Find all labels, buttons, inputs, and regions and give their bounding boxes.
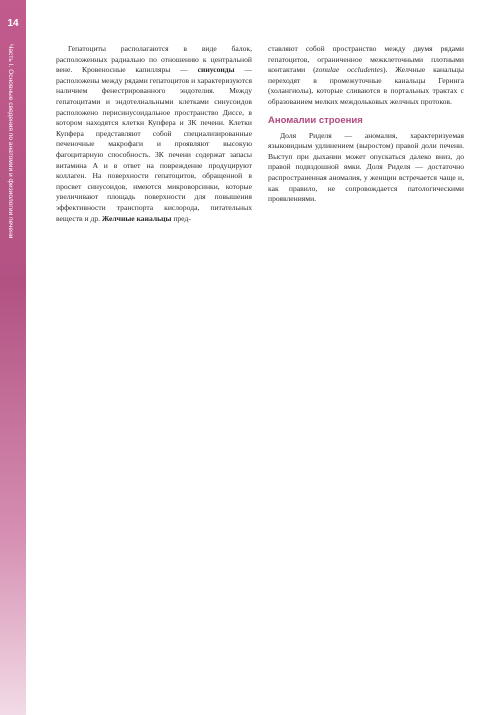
right-column <box>268 44 464 205</box>
text-segment: — расположены между рядами гепатоцитов и характеризуются наличием фенестрированного эндотелия. Между гепатоцитами и эндотелиальными клетками синусоидов расположено перисинусоидальное пространство Диссе, в котором находятся клетки Купфера и ЗК печени. Клетки Купфера представляют собой специализированные печеночные макрофаги и проявляют высокую фагоцитарную способность. ЗК печени содержат запасы витамина A и в ответ на повреждение продуцируют коллаген. На поверхности гепатоцитов, обращенной в просвет синусоидов, имеются микроворсинки, которые увеличивают площадь поверхности для повышения эффективности транспорта кислорода, питательных веществ и др. <box>56 65 252 223</box>
paragraph-hepatocytes <box>56 44 252 224</box>
running-head: Часть I. Основные сведения по анатомии и физиологии печени <box>7 44 14 239</box>
text-segment: ). Желчные канальцы переходят в промежуточные канальцы Геринга (холангиолы), которые сливаются в портальных трактах с образованием мелких междольковых желчных протоков. <box>268 65 464 106</box>
page-number: 14 <box>7 18 19 29</box>
chapter-sidebar <box>0 0 26 715</box>
term-sinusoids: синусоиды <box>197 65 235 75</box>
section-heading: Аномалии строения <box>268 114 363 126</box>
paragraph-riedel-lobe: Доля Риделя — аномалия, характеризуемая языковидным удлинением (выростом) правой доли печени. Выступ при дыхании может опускаться далеко вниз, до правой подвздошной ямки. Доля Риделя — достаточно распространенная аномалия, у женщин встречается чаще и, как правило, не сопровождается патологическими проявлениями. <box>268 130 464 204</box>
text-segment: пред- <box>171 213 191 223</box>
text-segment: Гепатоциты располагаются в виде балок, расположенных радиально по отношению к центральной вене. Кровеносные капилляры — <box>56 44 252 75</box>
left-column <box>56 44 252 224</box>
text-segment: ставляют собой пространство между двумя рядами гепатоцитов, ограниченное межклеточными плотными контактами ( <box>268 44 464 75</box>
paragraph-continuation <box>268 44 464 108</box>
term-bile-canaliculi: Желчные канальцы <box>101 213 172 223</box>
latin-term: zonulae occludentes <box>315 65 383 75</box>
